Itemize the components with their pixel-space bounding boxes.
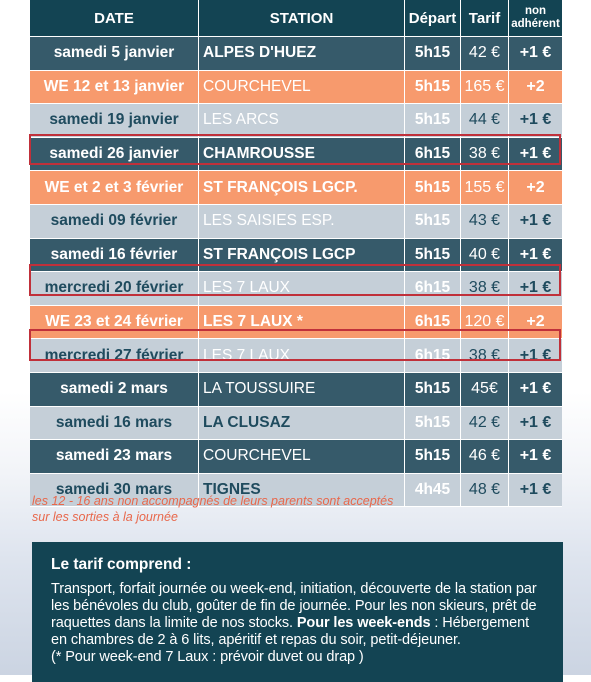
row-station: ST FRANÇOIS LGCP <box>199 239 405 273</box>
row-station: LES ARCS <box>199 104 405 138</box>
ski-trip-schedule-table <box>30 0 562 507</box>
row-non-adherent: +1 € <box>509 373 562 407</box>
row-tarif: 44 € <box>461 104 509 138</box>
row-depart: 5h15 <box>405 205 461 239</box>
table-row <box>30 306 562 340</box>
header-non-adherent <box>509 0 562 37</box>
age-note-line2: sur les sorties à la journée <box>32 510 178 524</box>
row-tarif: 155 € <box>461 171 509 205</box>
row-non-adherent: +2 <box>509 71 562 105</box>
row-tarif: 43 € <box>461 205 509 239</box>
row-depart: 6h15 <box>405 138 461 172</box>
row-depart: 5h15 <box>405 407 461 441</box>
age-note-line1: les 12 - 16 ans non accompagnés de leurs parents sont acceptés <box>32 494 394 508</box>
row-station: LES SAISIES ESP. <box>199 205 405 239</box>
header-non-adherent-line2: adhérent <box>511 18 560 30</box>
row-non-adherent: +2 <box>509 171 562 205</box>
row-non-adherent: +1 € <box>509 339 562 373</box>
row-date: WE 12 et 13 janvier <box>30 71 199 105</box>
row-date: samedi 19 janvier <box>30 104 199 138</box>
row-non-adherent: +1 € <box>509 272 562 306</box>
row-station: LES 7 LAUX <box>199 272 405 306</box>
header-station: STATION <box>199 0 405 37</box>
row-depart: 5h15 <box>405 440 461 474</box>
tarif-box-text-part3: (* Pour week-end 7 Laux : prévoir duvet ou drap ) <box>51 649 364 665</box>
row-non-adherent: +1 € <box>509 37 562 71</box>
row-date: mercredi 20 février <box>30 272 199 306</box>
row-depart: 4h45 <box>405 474 461 508</box>
table-row <box>30 407 562 441</box>
row-depart: 6h15 <box>405 339 461 373</box>
table-row <box>30 205 562 239</box>
row-tarif: 48 € <box>461 474 509 508</box>
row-date: samedi 2 mars <box>30 373 199 407</box>
tarif-box-text-bold: Pour les week-ends <box>296 615 431 631</box>
row-date: samedi 16 février <box>30 239 199 273</box>
row-non-adherent: +1 € <box>509 440 562 474</box>
row-date: samedi 23 mars <box>30 440 199 474</box>
row-station: COURCHEVEL <box>199 440 405 474</box>
header-depart: Départ <box>405 0 461 37</box>
tarif-box-text-part1: Transport, forfait journée ou week-end, initiation, découverte de la station par les bénévoles du club, goûter de fin de journée. Pour les non skieurs, prêt de raquettes dans la limite de nos stocks. <box>51 581 537 631</box>
row-depart: 5h15 <box>405 71 461 105</box>
row-station: CHAMROUSSE <box>199 138 405 172</box>
tarif-box-body <box>51 581 545 666</box>
row-date: WE 23 et 24 février <box>30 306 199 340</box>
tarif-box-text-part2: : Hébergement en chambres de 2 à 6 lits, apéritif et repas du soir, petit-déjeuner. <box>51 615 529 648</box>
row-tarif: 46 € <box>461 440 509 474</box>
header-tarif: Tarif <box>461 0 509 37</box>
table-row <box>30 138 562 172</box>
table-row <box>30 37 562 71</box>
table-row <box>30 272 562 306</box>
row-tarif: 38 € <box>461 138 509 172</box>
tarif-box-title: Le tarif comprend : <box>51 556 192 573</box>
row-station: ALPES D'HUEZ <box>199 37 405 71</box>
row-station: LA CLUSAZ <box>199 407 405 441</box>
row-tarif: 42 € <box>461 407 509 441</box>
row-depart: 5h15 <box>405 239 461 273</box>
row-station: LES 7 LAUX * <box>199 306 405 340</box>
row-date: samedi 26 janvier <box>30 138 199 172</box>
row-non-adherent: +1 € <box>509 104 562 138</box>
header-non-adherent-line1: non <box>524 5 547 17</box>
row-non-adherent: +1 € <box>509 407 562 441</box>
row-non-adherent: +1 € <box>509 138 562 172</box>
row-tarif: 38 € <box>461 272 509 306</box>
row-depart: 6h15 <box>405 306 461 340</box>
row-tarif: 165 € <box>461 71 509 105</box>
row-station: LA TOUSSUIRE <box>199 373 405 407</box>
row-date: mercredi 27 février <box>30 339 199 373</box>
row-non-adherent: +1 € <box>509 474 562 508</box>
row-date: samedi 16 mars <box>30 407 199 441</box>
row-date: samedi 09 février <box>30 205 199 239</box>
row-depart: 6h15 <box>405 272 461 306</box>
row-depart: 5h15 <box>405 37 461 71</box>
row-non-adherent: +1 € <box>509 205 562 239</box>
table-row <box>30 440 562 474</box>
table-row <box>30 104 562 138</box>
table-row <box>30 171 562 205</box>
table-header-row <box>30 0 562 37</box>
table-row <box>30 339 562 373</box>
row-tarif: 42 € <box>461 37 509 71</box>
row-tarif: 38 € <box>461 339 509 373</box>
row-tarif: 45€ <box>461 373 509 407</box>
row-depart: 5h15 <box>405 104 461 138</box>
row-station: TIGNES <box>199 474 405 508</box>
tarif-info-box <box>32 542 563 682</box>
table-row <box>30 239 562 273</box>
row-station: ST FRANÇOIS LGCP. <box>199 171 405 205</box>
row-tarif: 40 € <box>461 239 509 273</box>
row-depart: 5h15 <box>405 373 461 407</box>
age-note <box>32 493 452 525</box>
row-tarif: 120 € <box>461 306 509 340</box>
row-non-adherent: +1 € <box>509 239 562 273</box>
row-date: samedi 5 janvier <box>30 37 199 71</box>
table-row <box>30 373 562 407</box>
row-non-adherent: +2 <box>509 306 562 340</box>
row-station: LES 7 LAUX <box>199 339 405 373</box>
header-date: DATE <box>30 0 199 37</box>
row-depart: 5h15 <box>405 171 461 205</box>
row-date: samedi 30 mars <box>30 474 199 508</box>
row-station: COURCHEVEL <box>199 71 405 105</box>
table-row <box>30 71 562 105</box>
row-date: WE et 2 et 3 février <box>30 171 199 205</box>
